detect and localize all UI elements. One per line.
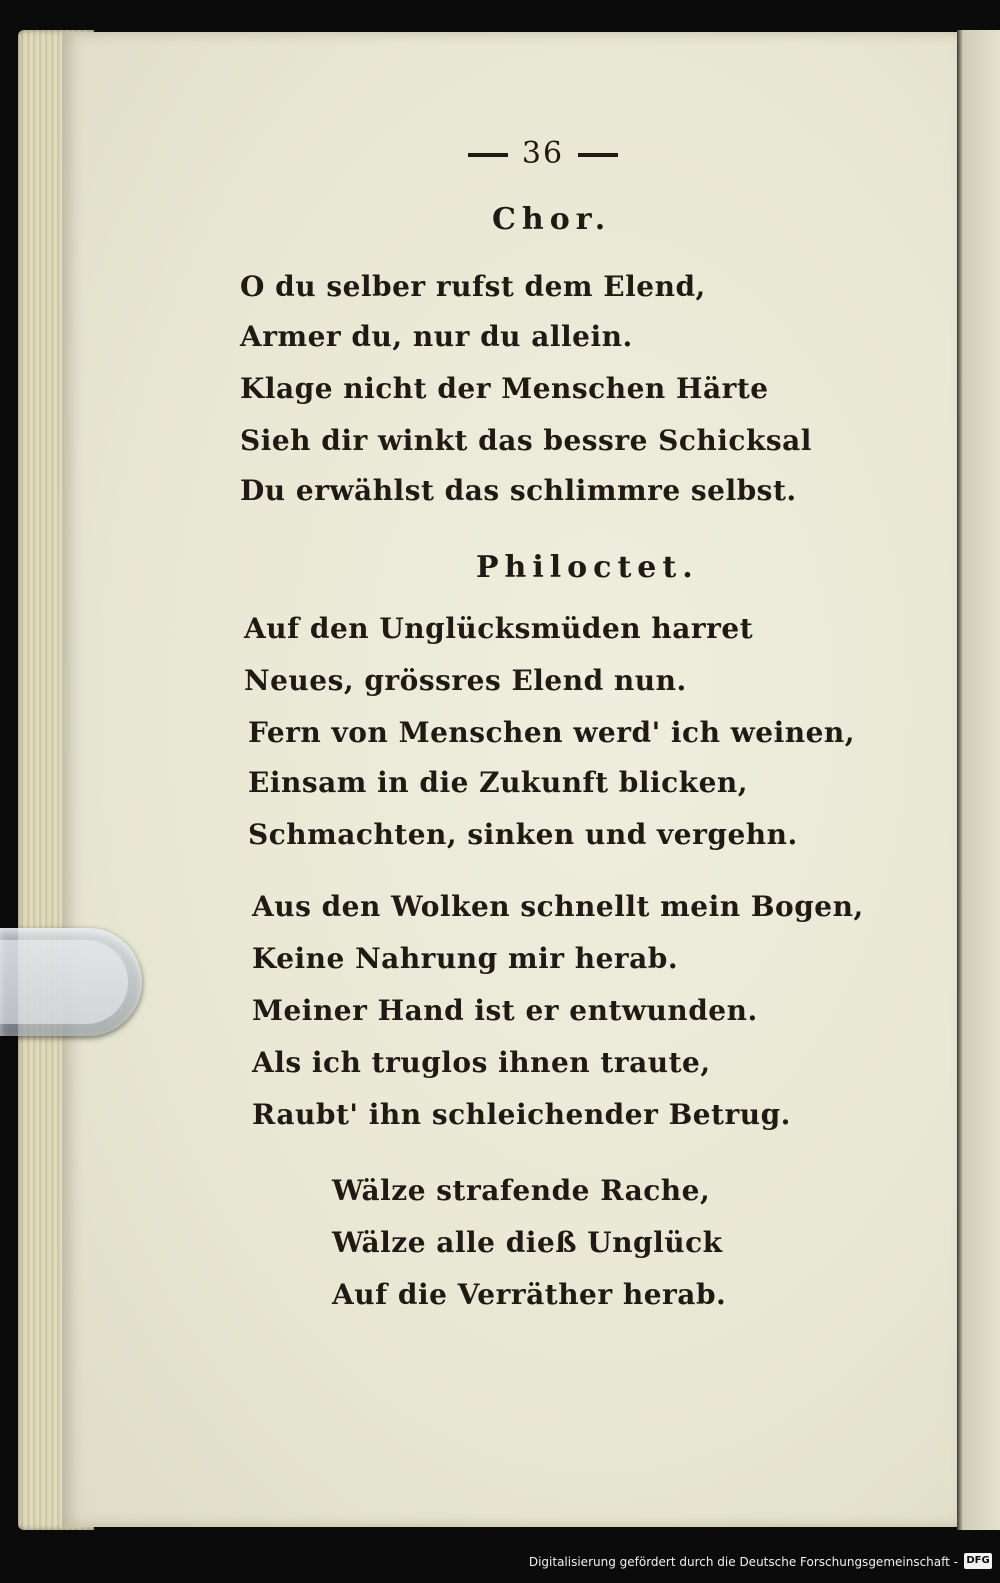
verse-line: Wälze strafende Rache, <box>332 1174 711 1207</box>
verse-line: Fern von Menschen werd' ich weinen, <box>248 716 856 749</box>
verse-line: Keine Nahrung mir herab. <box>252 942 679 975</box>
verse-line: Einsam in die Zukunft blicken, <box>248 766 748 799</box>
page-number: 36 <box>448 136 638 171</box>
speaker-heading-chor: Chor. <box>492 202 612 237</box>
speaker-heading-philoctet: Philoctet. <box>476 550 699 585</box>
page-clip-highlight <box>0 940 128 1024</box>
verse-line: Raubt' ihn schleichender Betrug. <box>252 1098 791 1131</box>
page-clip <box>0 928 142 1036</box>
verse-line: Auf den Unglücksmüden harret <box>244 612 754 645</box>
verse-line: Sieh dir winkt das bessre Schicksal <box>240 424 812 457</box>
verse-line: Als ich truglos ihnen traute, <box>252 1046 711 1079</box>
funding-credit: Digitalisierung gefördert durch die Deutsche Forschungsgemeinschaft - <box>528 1555 958 1569</box>
verse-line: Meiner Hand ist er entwunden. <box>252 994 758 1027</box>
verse-line: O du selber rufst dem Elend, <box>240 270 706 303</box>
verse-line: Wälze alle dieß Unglück <box>332 1226 723 1259</box>
dfg-logo: DFG <box>964 1553 992 1569</box>
verse-line: Auf die Verräther herab. <box>332 1278 727 1311</box>
verse-line: Aus den Wolken schnellt mein Bogen, <box>252 890 864 923</box>
verse-line: Neues, grössres Elend nun. <box>244 664 687 697</box>
verse-line: Armer du, nur du allein. <box>240 320 633 353</box>
verse-line: Du erwählst das schlimmre selbst. <box>240 474 797 507</box>
verse-line: Schmachten, sinken und vergehn. <box>248 818 798 851</box>
verse-line: Klage nicht der Menschen Härte <box>240 372 769 405</box>
